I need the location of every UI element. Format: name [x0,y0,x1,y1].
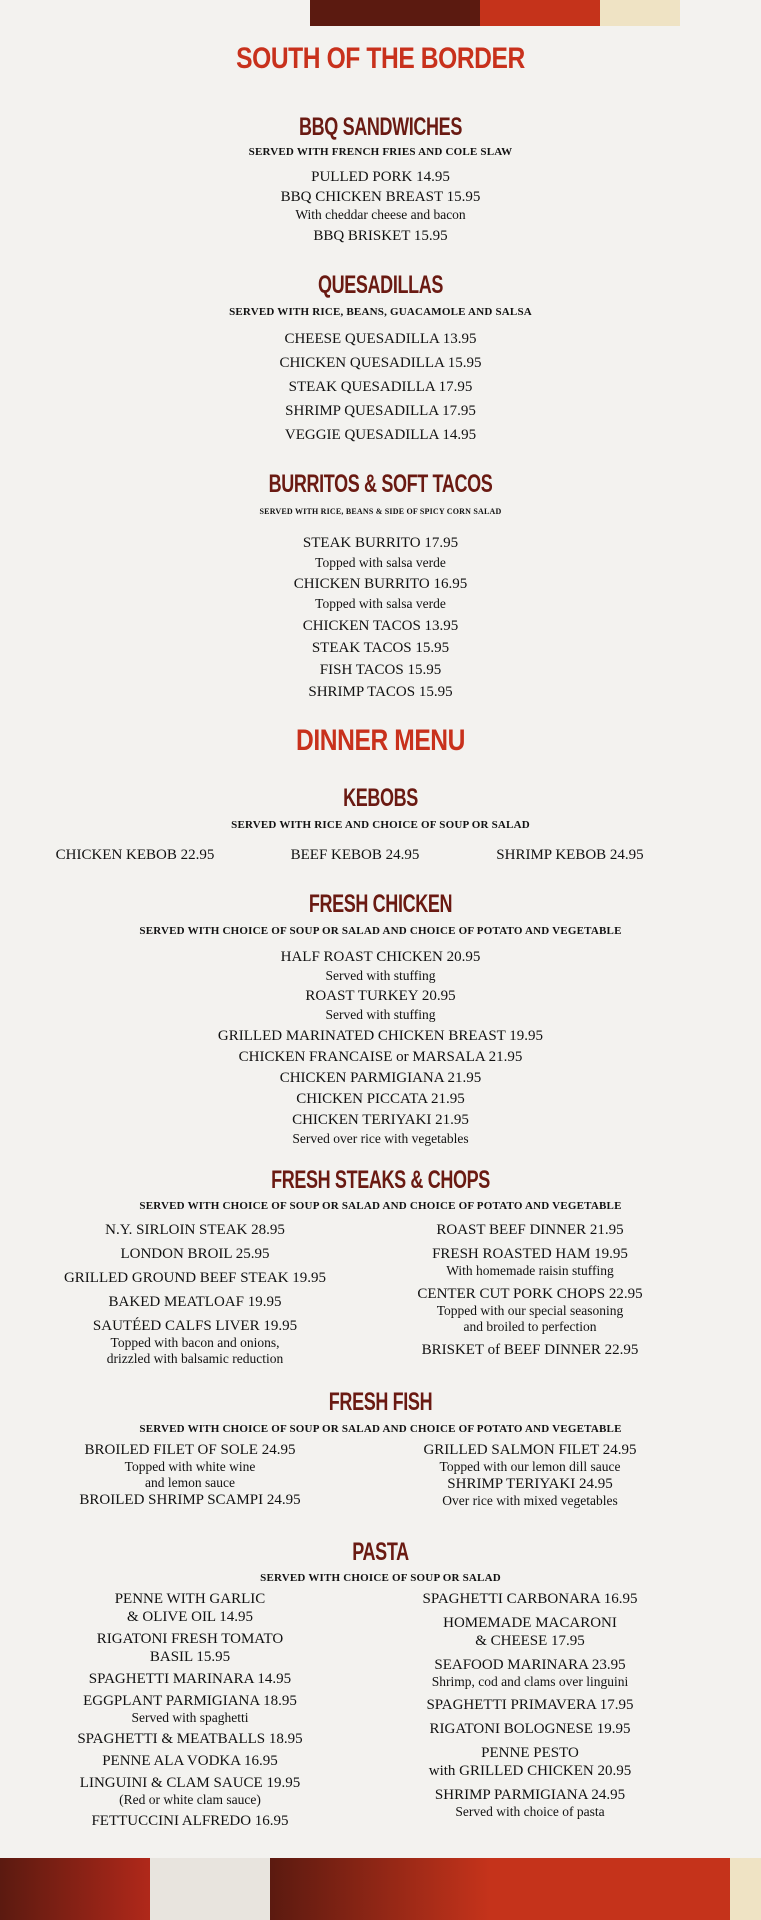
menu-item: SPAGHETTI & MEATBALLS 18.95 [77,1731,303,1747]
item-note: and broiled to perfection [463,1319,597,1334]
menu-item: HALF ROAST CHICKEN 20.95 [280,949,481,965]
menu-item: STEAK QUESADILLA 17.95 [288,379,473,395]
menu-item: BEEF KEBOB 24.95 [290,847,420,863]
menu-item: BBQ CHICKEN BREAST 15.95 [280,189,481,205]
item-note: Topped with bacon and onions, [110,1335,280,1350]
item-note: and lemon sauce [145,1475,235,1490]
menu-item: SEAFOOD MARINARA 23.95 [434,1657,626,1673]
subtitle-steaks: SERVED WITH CHOICE OF SOUP OR SALAD AND CHOICE OF POTATO AND VEGETABLE [139,1200,622,1212]
menu-item: BRISKET of BEEF DINNER 22.95 [421,1342,639,1358]
fish-left-column [40,1441,340,1509]
item-note: Served over rice with vegetables [292,1131,469,1146]
item-note: Served with stuffing [325,1007,436,1022]
top-decor-bar [0,0,761,26]
item-note: Served with choice of pasta [455,1804,605,1819]
item-note: With cheddar cheese and bacon [295,207,466,222]
menu-item: CHICKEN PARMIGIANA 21.95 [279,1070,482,1086]
menu-item: GRILLED MARINATED CHICKEN BREAST 19.95 [217,1028,544,1044]
heading-bbq: BBQ SANDWICHES [299,113,462,141]
pasta-left-column [40,1590,340,1830]
menu-item: BROILED FILET OF SOLE 24.95 [84,1442,296,1458]
menu-item: BROILED SHRIMP SCAMPI 24.95 [79,1492,301,1508]
menu-item: HOMEMADE MACARONI [443,1615,617,1631]
item-note: Served with spaghetti [131,1710,249,1725]
heading-fish: FRESH FISH [328,1388,433,1416]
menu-item: SHRIMP PARMIGIANA 24.95 [434,1787,626,1803]
menu-item: BBQ BRISKET 15.95 [313,228,448,244]
menu-item: CHICKEN TERIYAKI 21.95 [292,1112,469,1128]
menu-item: BASIL 15.95 [149,1649,231,1665]
menu-item: FETTUCCINI ALFREDO 16.95 [91,1813,289,1829]
heading-steaks: FRESH STEAKS & CHOPS [271,1166,490,1194]
section-title-dinner: DINNER MENU [295,724,466,757]
menu-item: GRILLED SALMON FILET 24.95 [423,1442,637,1458]
menu-item: BAKED MEATLOAF 19.95 [108,1294,282,1310]
item-note: Topped with salsa verde [315,596,446,611]
menu-item: RIGATONI BOLOGNESE 19.95 [429,1721,631,1737]
item-note: Topped with white wine [124,1459,256,1474]
menu-item: CHICKEN PICCATA 21.95 [296,1091,465,1107]
heading-quesadillas: QUESADILLAS [317,271,444,299]
menu-item: CHICKEN KEBOB 22.95 [55,847,215,863]
menu-item: FRESH ROASTED HAM 19.95 [432,1246,628,1262]
menu-item: LONDON BROIL 25.95 [120,1246,270,1262]
item-note: Over rice with mixed vegetables [442,1493,618,1508]
menu-item: CHICKEN QUESADILLA 15.95 [279,355,482,371]
item-note: (Red or white clam sauce) [119,1792,261,1807]
menu-item: STEAK TACOS 15.95 [311,640,450,656]
menu-item: & CHEESE 17.95 [475,1633,585,1649]
menu-item: PENNE WITH GARLIC [114,1591,266,1607]
steaks-left-column [40,1221,350,1367]
menu-item: FISH TACOS 15.95 [319,662,442,678]
subtitle-quesadillas: SERVED WITH RICE, BEANS, GUACAMOLE AND SALSA [229,306,532,318]
subtitle-kebobs: SERVED WITH RICE AND CHOICE OF SOUP OR SALAD [231,819,530,831]
item-note: Topped with salsa verde [315,555,446,570]
menu-item: PENNE PESTO [481,1745,579,1761]
menu-item: SAUTÉED CALFS LIVER 19.95 [92,1318,298,1334]
menu-item: & OLIVE OIL 14.95 [126,1609,254,1625]
menu-item: SHRIMP QUESADILLA 17.95 [285,403,476,419]
menu-item: PENNE ALA VODKA 16.95 [102,1753,278,1769]
menu-item: PULLED PORK 14.95 [311,169,450,185]
item-note: Served with stuffing [325,968,436,983]
menu-item: ROAST TURKEY 20.95 [305,988,456,1004]
heading-kebobs: KEBOBS [343,784,418,812]
menu-item: STEAK BURRITO 17.95 [302,535,459,551]
heading-chicken: FRESH CHICKEN [308,890,453,918]
menu-item: SPAGHETTI MARINARA 14.95 [88,1671,292,1687]
menu-item: CENTER CUT PORK CHOPS 22.95 [417,1286,643,1302]
subtitle-fish: SERVED WITH CHOICE OF SOUP OR SALAD AND CHOICE OF POTATO AND VEGETABLE [139,1423,622,1435]
menu-item: with GRILLED CHICKEN 20.95 [428,1763,632,1779]
menu-item: CHEESE QUESADILLA 13.95 [284,331,477,347]
menu-item: EGGPLANT PARMIGIANA 18.95 [83,1693,297,1709]
steaks-right-column [380,1221,680,1359]
menu-item: SPAGHETTI PRIMAVERA 17.95 [426,1697,634,1713]
subtitle-pasta: SERVED WITH CHOICE OF SOUP OR SALAD [260,1572,501,1584]
menu-item: CHICKEN BURRITO 16.95 [293,576,468,592]
item-note: Topped with our lemon dill sauce [439,1459,621,1474]
menu-item: ROAST BEEF DINNER 21.95 [436,1222,624,1238]
menu-item: LINGUINI & CLAM SAUCE 19.95 [79,1775,301,1791]
bottom-decor-bar [0,1858,761,1920]
item-note: Topped with our special seasoning [436,1303,624,1318]
section-title-south: SOUTH OF THE BORDER [236,42,525,75]
menu-item: SPAGHETTI CARBONARA 16.95 [422,1591,638,1607]
menu-item: VEGGIE QUESADILLA 14.95 [284,427,477,443]
menu-item: N.Y. SIRLOIN STEAK 28.95 [105,1222,285,1238]
menu-item: GRILLED GROUND BEEF STEAK 19.95 [63,1270,327,1286]
item-note: With homemade raisin stuffing [446,1263,614,1278]
heading-burritos: BURRITOS & SOFT TACOS [268,470,493,498]
fish-right-column [380,1441,680,1509]
subtitle-chicken: SERVED WITH CHOICE OF SOUP OR SALAD AND CHOICE OF POTATO AND VEGETABLE [139,925,622,937]
menu-item: SHRIMP KEBOB 24.95 [496,847,644,863]
pasta-right-column [380,1590,680,1820]
menu-item: SHRIMP TACOS 15.95 [308,684,453,700]
menu-item: SHRIMP TERIYAKI 24.95 [447,1476,613,1492]
subtitle-burritos: SERVED WITH RICE, BEANS & SIDE OF SPICY CORN SALAD [259,507,502,516]
item-note: drizzled with balsamic reduction [106,1351,284,1366]
item-note: Shrimp, cod and clams over linguini [431,1674,629,1689]
menu-item: CHICKEN TACOS 13.95 [302,618,459,634]
menu-item: RIGATONI FRESH TOMATO [96,1631,284,1647]
subtitle-bbq: SERVED WITH FRENCH FRIES AND COLE SLAW [248,146,513,158]
heading-pasta: PASTA [352,1538,409,1566]
menu-item: CHICKEN FRANCAISE or MARSALA 21.95 [238,1049,523,1065]
